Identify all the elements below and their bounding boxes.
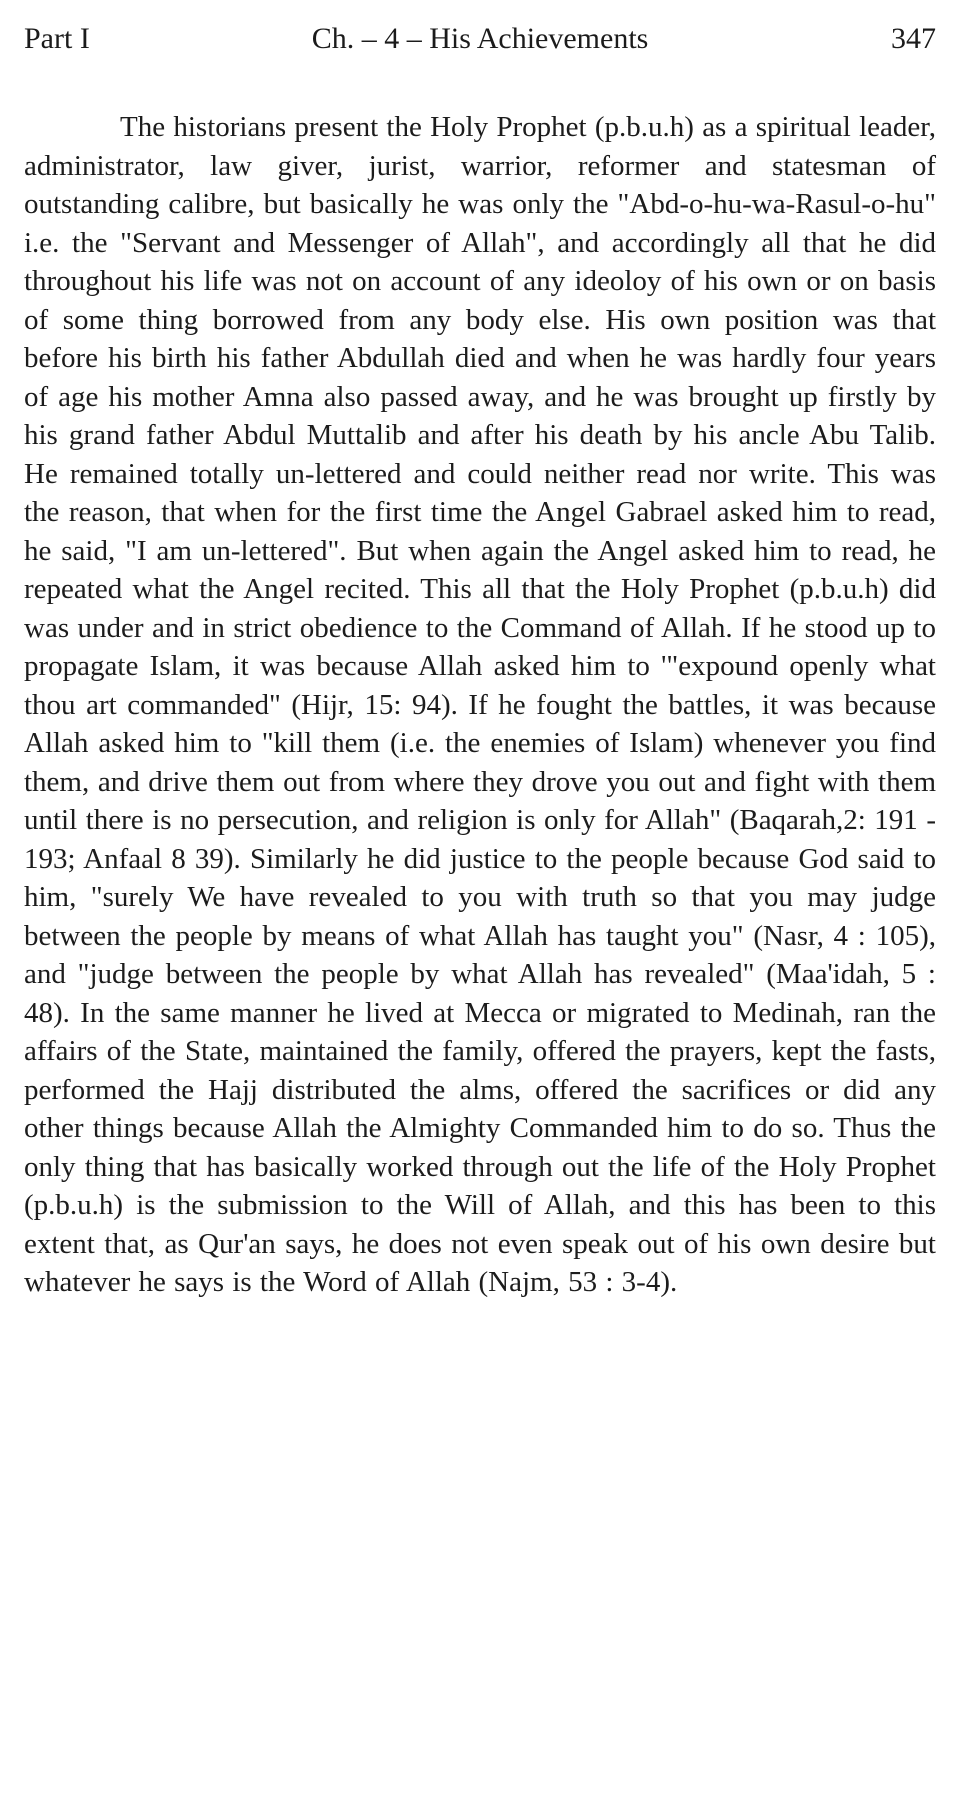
chapter-title: Ch. – 4 – His Achievements [311,22,649,55]
body-paragraph: The historians present the Holy Prophet (p.b.u.h) as a spiritual leader, administrator, law giver, jurist, warrior, reformer and statesman of outstanding calibre, but basically he was only the "Abd-o-hu-wa-Rasul-o-hu" i.e. the "Servant and Messenger of Allah", and accordingly all that he did throughout his life was not on account of any ideoloy of his own or on basis of some thing borrowed from any body else. His own position was that before his birth his father Abdullah died and when he was hardly four years of age his mother Amna also passed away, and he was brought up firstly by his grand father Abdul Muttalib and after his death by his ancle Abu Talib. He remained totally un-lettered and could neither read nor write. This was the reason, that when for the first time the Angel Gabrael asked him to read, he said, "I am un-lettered". But when again the Angel asked him to read, he repeated what the Angel recited. This all that the Holy Prophet (p.b.u.h) did was under and in strict obedience to the Command of Allah. If he stood up to propagate Islam, it was because Allah asked him to '"expound openly what thou art commanded" (Hijr, 15: 94). If he fought the battles, it was because Allah asked him to "kill them (i.e. the enemies of Islam) whenever you find them, and drive them out from where they drove you out and fight with them until there is no persecution, and religion is only for Allah" (Baqarah,2: 191 - 193; Anfaal 8 39). Similarly he did justice to the people because God said to him, "surely We have revealed to you with truth so that you may judge between the people by means of what Allah has taught you" (Nasr, 4 : 105), and "judge between the people by what Allah has revealed" (Maa'idah, 5 : 48). In the same manner he lived at Mecca or migrated to Medinah, ran the affairs of the State, maintained the family, offered the prayers, kept the fasts, performed the Hajj distributed the alms, offered the sacrifices or did any other things because Allah the Almighty Commanded him to do so. Thus the only thing that has basically worked through out the life of the Holy Prophet (p.b.u.h) is the submission to the Will of Allah, and this has been to this extent that, as Qur'an says, he does not even speak out of his own desire but whatever he says is the Word of Allah (Najm, 53 : 3-4). [24,111,936,1298]
part-label: Part I [24,22,90,55]
page-number: 347 [891,22,937,55]
page-body [24,108,936,1302]
page-header [24,16,936,56]
